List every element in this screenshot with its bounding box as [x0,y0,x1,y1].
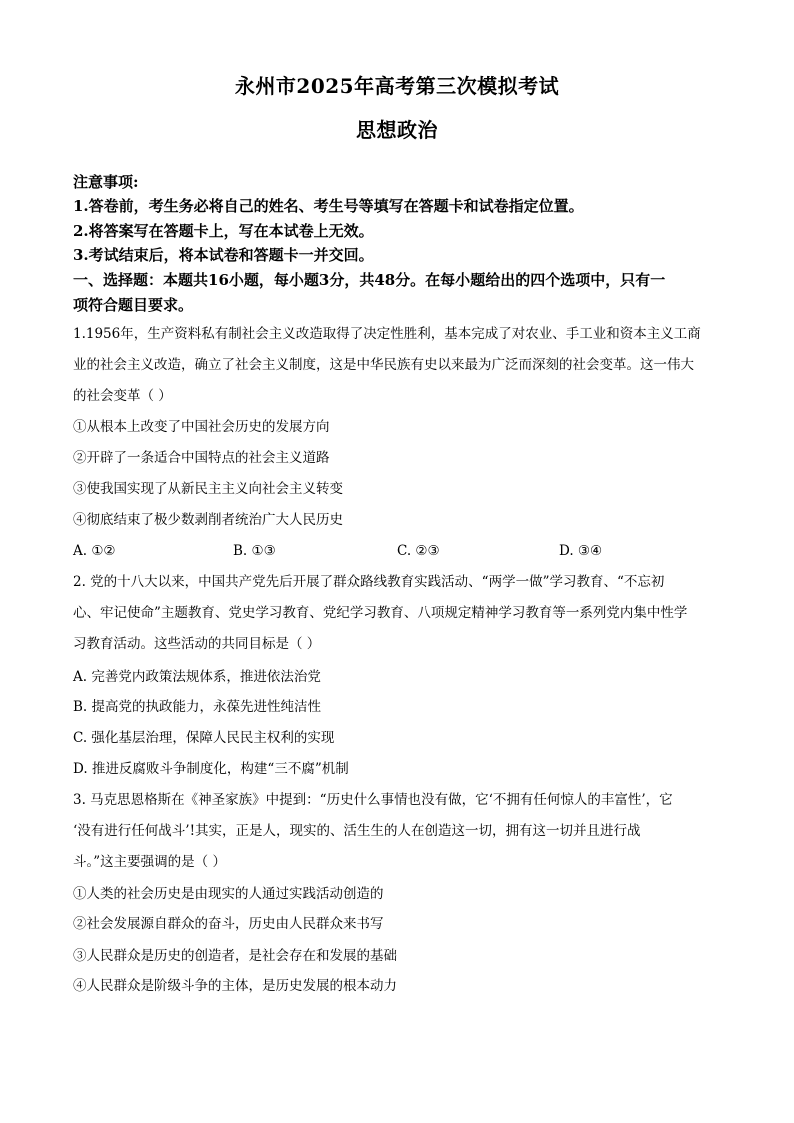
notice-item-1: 1.答卷前，考生务必将自己的姓名、考生号等填写在答题卡和试卷指定位置。 [73,197,584,215]
q1-stem-line3: 的社会变革（ ） [73,388,172,404]
subject-title: 思想政治 [356,118,438,142]
q1-stem-line1: 1.1956年，生产资料私有制社会主义改造取得了决定性胜利，基本完成了对农业、手工业和资本主义工商 [73,326,701,342]
q1-choice-b: B. ①③ [233,543,276,559]
q1-statement-1: ①从根本上改变了中国社会历史的发展方向 [73,419,330,435]
q3-statement-2: ②社会发展源自群众的奋斗，历史由人民群众来书写 [73,916,384,932]
q2-choice-b: B. 提高党的执政能力，永葆先进性纯洁性 [73,699,322,715]
section-heading-line2: 项符合题目要求。 [73,296,194,314]
q2-stem-line2: 心、牢记使命”主题教育、党史学习教育、党纪学习教育、八项规定精神学习教育等一系列党内集中性学 [73,605,688,621]
q1-stem-line2: 业的社会主义改造，确立了社会主义制度，这是中华民族有史以来最为广泛而深刻的社会变革。这一伟大 [73,357,694,373]
exam-title: 永州市2025年高考第三次模拟考试 [234,74,560,98]
notice-item-3: 3.考试结束后，将本试卷和答题卡一并交回。 [73,246,374,264]
notice-item-2: 2.将答案写在答题卡上，写在本试卷上无效。 [73,222,374,240]
q3-stem-line3: 斗。”这主要强调的是（ ） [73,854,226,870]
notice-heading: 注意事项: [73,173,139,191]
q1-choice-d: D. ③④ [559,543,603,559]
q2-stem-line3: 习教育活动。这些活动的共同目标是（ ） [73,636,321,652]
q2-choice-a: A. 完善党内政策法规体系，推进依法治党 [73,669,321,685]
q3-stem-line2: ‘没有进行任何战斗’!其实，正是人，现实的、活生生的人在创造这一切，拥有这一切并且进行战 [73,823,641,839]
q1-statement-4: ④彻底结束了极少数剥削者统治广大人民历史 [73,512,343,528]
q3-stem-line1: 3. 马克思恩格斯在《神圣家族》中提到：“历史什么事情也没有做，它‘不拥有任何惊人的丰富性’，它 [73,792,673,808]
q2-stem-line1: 2. 党的十八大以来，中国共产党先后开展了群众路线教育实践活动、“两学一做”学习教育、“不忘初 [73,574,665,590]
q1-choice-a: A. ①② [73,543,116,559]
q2-choice-c: C. 强化基层治理，保障人民民主权利的实现 [73,730,335,746]
q3-statement-3: ③人民群众是历史的创造者，是社会存在和发展的基础 [73,948,397,964]
q3-statement-4: ④人民群众是阶级斗争的主体，是历史发展的根本动力 [73,978,397,994]
q3-statement-1: ①人类的社会历史是由现实的人通过实践活动创造的 [73,886,384,902]
q1-statement-2: ②开辟了一条适合中国特点的社会主义道路 [73,450,330,466]
q2-choice-d: D. 推进反腐败斗争制度化，构建“三不腐”机制 [73,761,349,777]
q1-statement-3: ③使我国实现了从新民主主义向社会主义转变 [73,481,343,497]
section-heading-line1: 一、选择题：本题共16小题，每小题3分，共48分。在每小题给出的四个选项中，只有一 [73,271,666,289]
q1-choice-c: C. ②③ [397,543,440,559]
